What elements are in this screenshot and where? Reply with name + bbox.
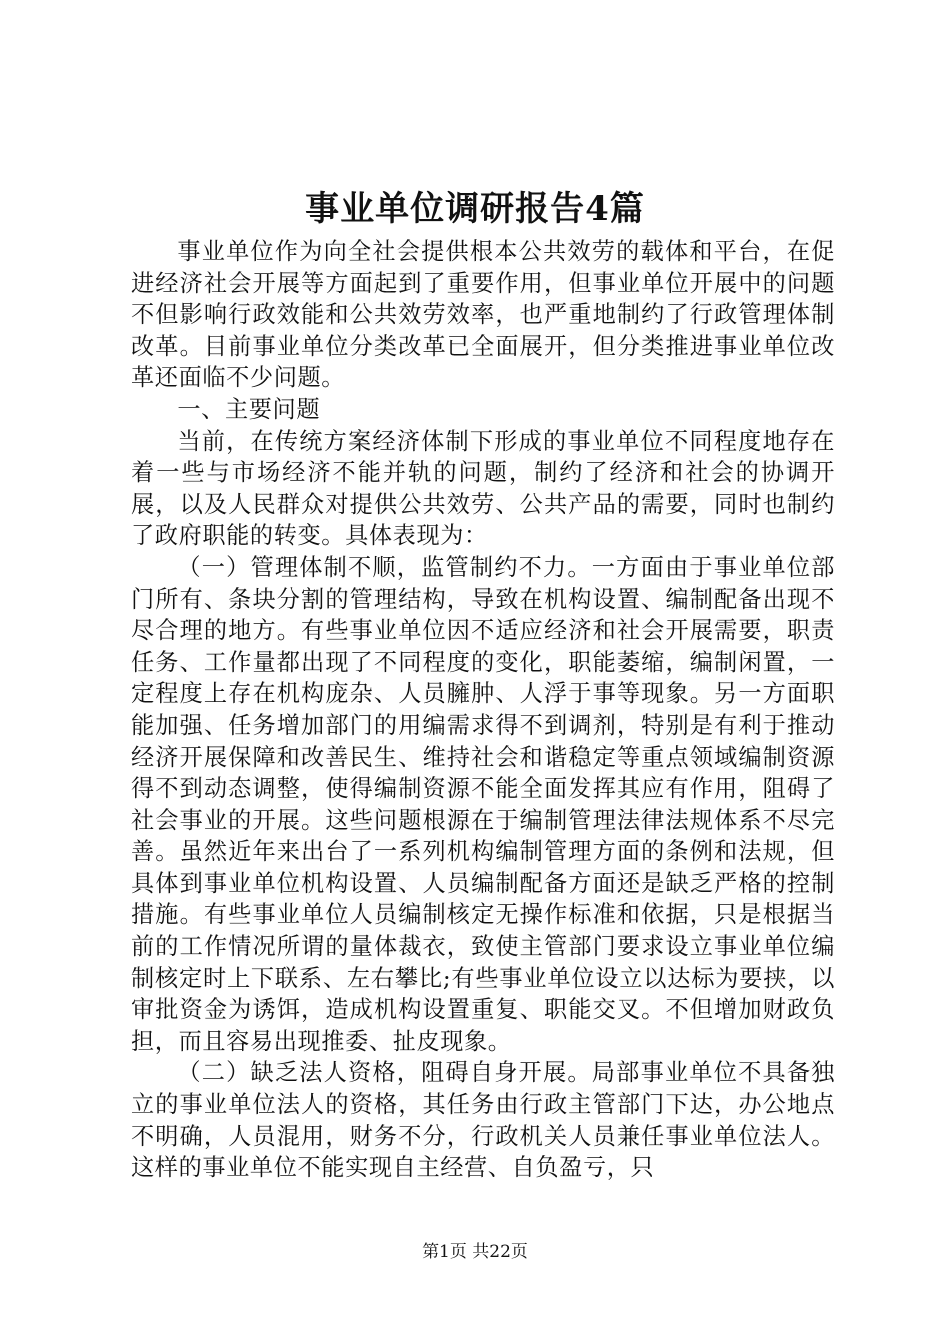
paragraph-intro: 事业单位作为向全社会提供根本公共效劳的载体和平台，在促进经济社会开展等方面起到了重要作用，但事业单位开展中的问题不但影响行政效能和公共效劳效率，也严重地制约了行政管理体制改革。目前事业单位分类改革已全面展开，但分类推进事业单位改革还面临不少问题。	[131, 238, 835, 392]
paragraph-point-one: （一）管理体制不顺，监管制约不力。一方面由于事业单位部门所有、条块分割的管理结构，导致在机构设置、编制配备出现不尽合理的地方。有些事业单位因不适应经济和社会开展需要，职责任务、工作量都出现了不同程度的变化，职能萎缩，编制闲置，一定程度上存在机构庞杂、人员臃肿、人浮于事等现象。另一方面职能加强、任务增加部门的用编需求得不到调剂，特别是有利于推动经济开展保障和改善民生、维持社会和谐稳定等重点领域编制资源得不到动态调整，使得编制资源不能全面发挥其应有作用，阻碍了社会事业的开展。这些问题根源在于编制管理法律法规体系不尽完善。虽然近年来出台了一系列机构编制管理方面的条例和法规，但具体到事业单位机构设置、人员编制配备方面还是缺乏严格的控制措施。有些事业单位人员编制核定无操作标准和依据，只是根据当前的工作情况所谓的量体裁衣，致使主管部门要求设立事业单位编制核定时上下联系、左右攀比;有些事业单位设立以达标为要挟，以审批资金为诱饵，造成机构设置重复、职能交叉。不但增加财政负担，而且容易出现推委、扯皮现象。	[131, 553, 835, 1055]
page-footer: 第1页 共22页	[422, 1242, 528, 1262]
paragraph-current-situation: 当前，在传统方案经济体制下形成的事业单位不同程度地存在着一些与市场经济不能并轨的问题，制约了经济和社会的协调开展，以及人民群众对提供公共效劳、公共产品的需要，同时也制约了政府职能的转变。具体表现为：	[131, 427, 835, 550]
document-body	[131, 236, 835, 1184]
page-title: 事业单位调研报告4篇	[305, 189, 645, 229]
section-heading-main-problems: 一、主要问题	[177, 395, 321, 423]
paragraph-point-two: （二）缺乏法人资格，阻碍自身开展。局部事业单位不具备独立的事业单位法人的资格，其任务由行政主管部门下达，办公地点不明确，人员混用，财务不分，行政机关人员兼任事业单位法人。这样的事业单位不能实现自主经营、自负盈亏，只	[131, 1059, 835, 1182]
